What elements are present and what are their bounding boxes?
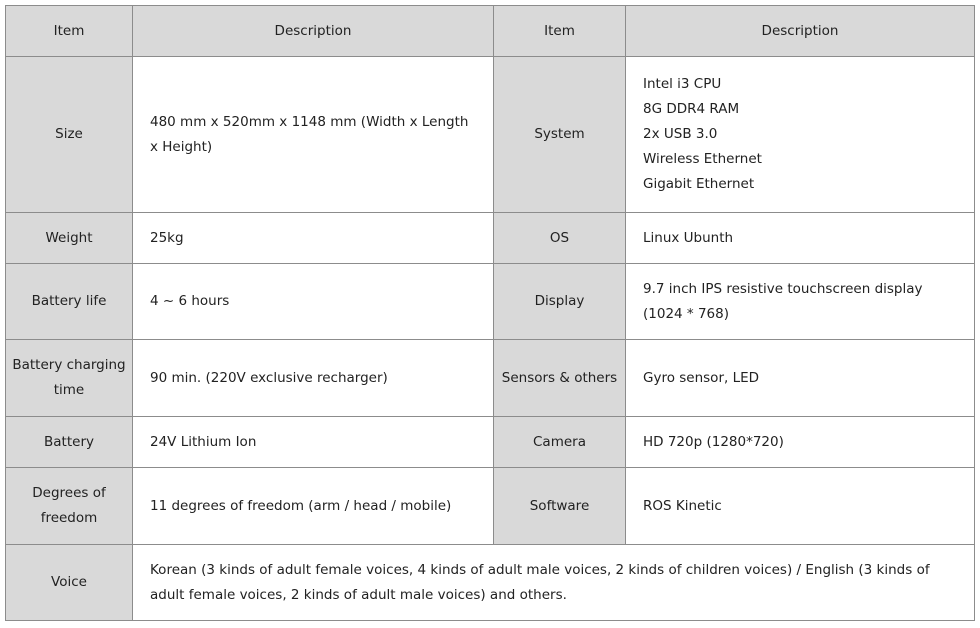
value-weight: 25kg	[133, 213, 494, 264]
item-display: Display	[494, 264, 626, 340]
item-size: Size	[6, 57, 133, 213]
item-battery: Battery	[6, 417, 133, 468]
value-os: Linux Ubunth	[626, 213, 975, 264]
table-row	[6, 468, 975, 545]
header-description-1: Description	[133, 6, 494, 57]
system-line-ram: 8G DDR4 RAM	[643, 101, 740, 117]
value-software: ROS Kinetic	[626, 468, 975, 545]
value-display: 9.7 inch IPS resistive touchscreen display (1024 * 768)	[626, 264, 975, 340]
system-line-wireless: Wireless Ethernet	[643, 151, 762, 167]
value-size: 480 mm x 520mm x 1148 mm (Width x Length x Height)	[133, 57, 494, 213]
item-sensors: Sensors & others	[494, 340, 626, 417]
header-item-2: Item	[494, 6, 626, 57]
header-item-1: Item	[6, 6, 133, 57]
table-row	[6, 57, 975, 213]
system-line-cpu: Intel i3 CPU	[643, 76, 722, 92]
item-degrees-of-freedom: Degrees of freedom	[6, 468, 133, 545]
system-line-gigabit: Gigabit Ethernet	[643, 176, 755, 192]
item-software: Software	[494, 468, 626, 545]
value-degrees-of-freedom: 11 degrees of freedom (arm / head / mobile)	[133, 468, 494, 545]
value-voice: Korean (3 kinds of adult female voices, 4 kinds of adult male voices, 2 kinds of children voices) / English (3 kinds of adult female voices, 2 kinds of adult male voices) and others.	[133, 545, 975, 621]
item-weight: Weight	[6, 213, 133, 264]
value-battery-life: 4 ~ 6 hours	[133, 264, 494, 340]
value-battery: 24V Lithium Ion	[133, 417, 494, 468]
item-battery-life: Battery life	[6, 264, 133, 340]
header-row	[6, 6, 975, 57]
spec-table	[5, 5, 975, 621]
table-row	[6, 417, 975, 468]
value-battery-charging-time: 90 min. (220V exclusive recharger)	[133, 340, 494, 417]
table-row	[6, 213, 975, 264]
item-battery-charging-time: Battery charging time	[6, 340, 133, 417]
table-row	[6, 340, 975, 417]
value-sensors: Gyro sensor, LED	[626, 340, 975, 417]
table-row	[6, 264, 975, 340]
value-system	[626, 57, 975, 213]
header-description-2: Description	[626, 6, 975, 57]
value-camera: HD 720p (1280*720)	[626, 417, 975, 468]
system-line-usb: 2x USB 3.0	[643, 126, 718, 142]
item-camera: Camera	[494, 417, 626, 468]
item-system: System	[494, 57, 626, 213]
item-os: OS	[494, 213, 626, 264]
item-voice: Voice	[6, 545, 133, 621]
table-row	[6, 545, 975, 621]
